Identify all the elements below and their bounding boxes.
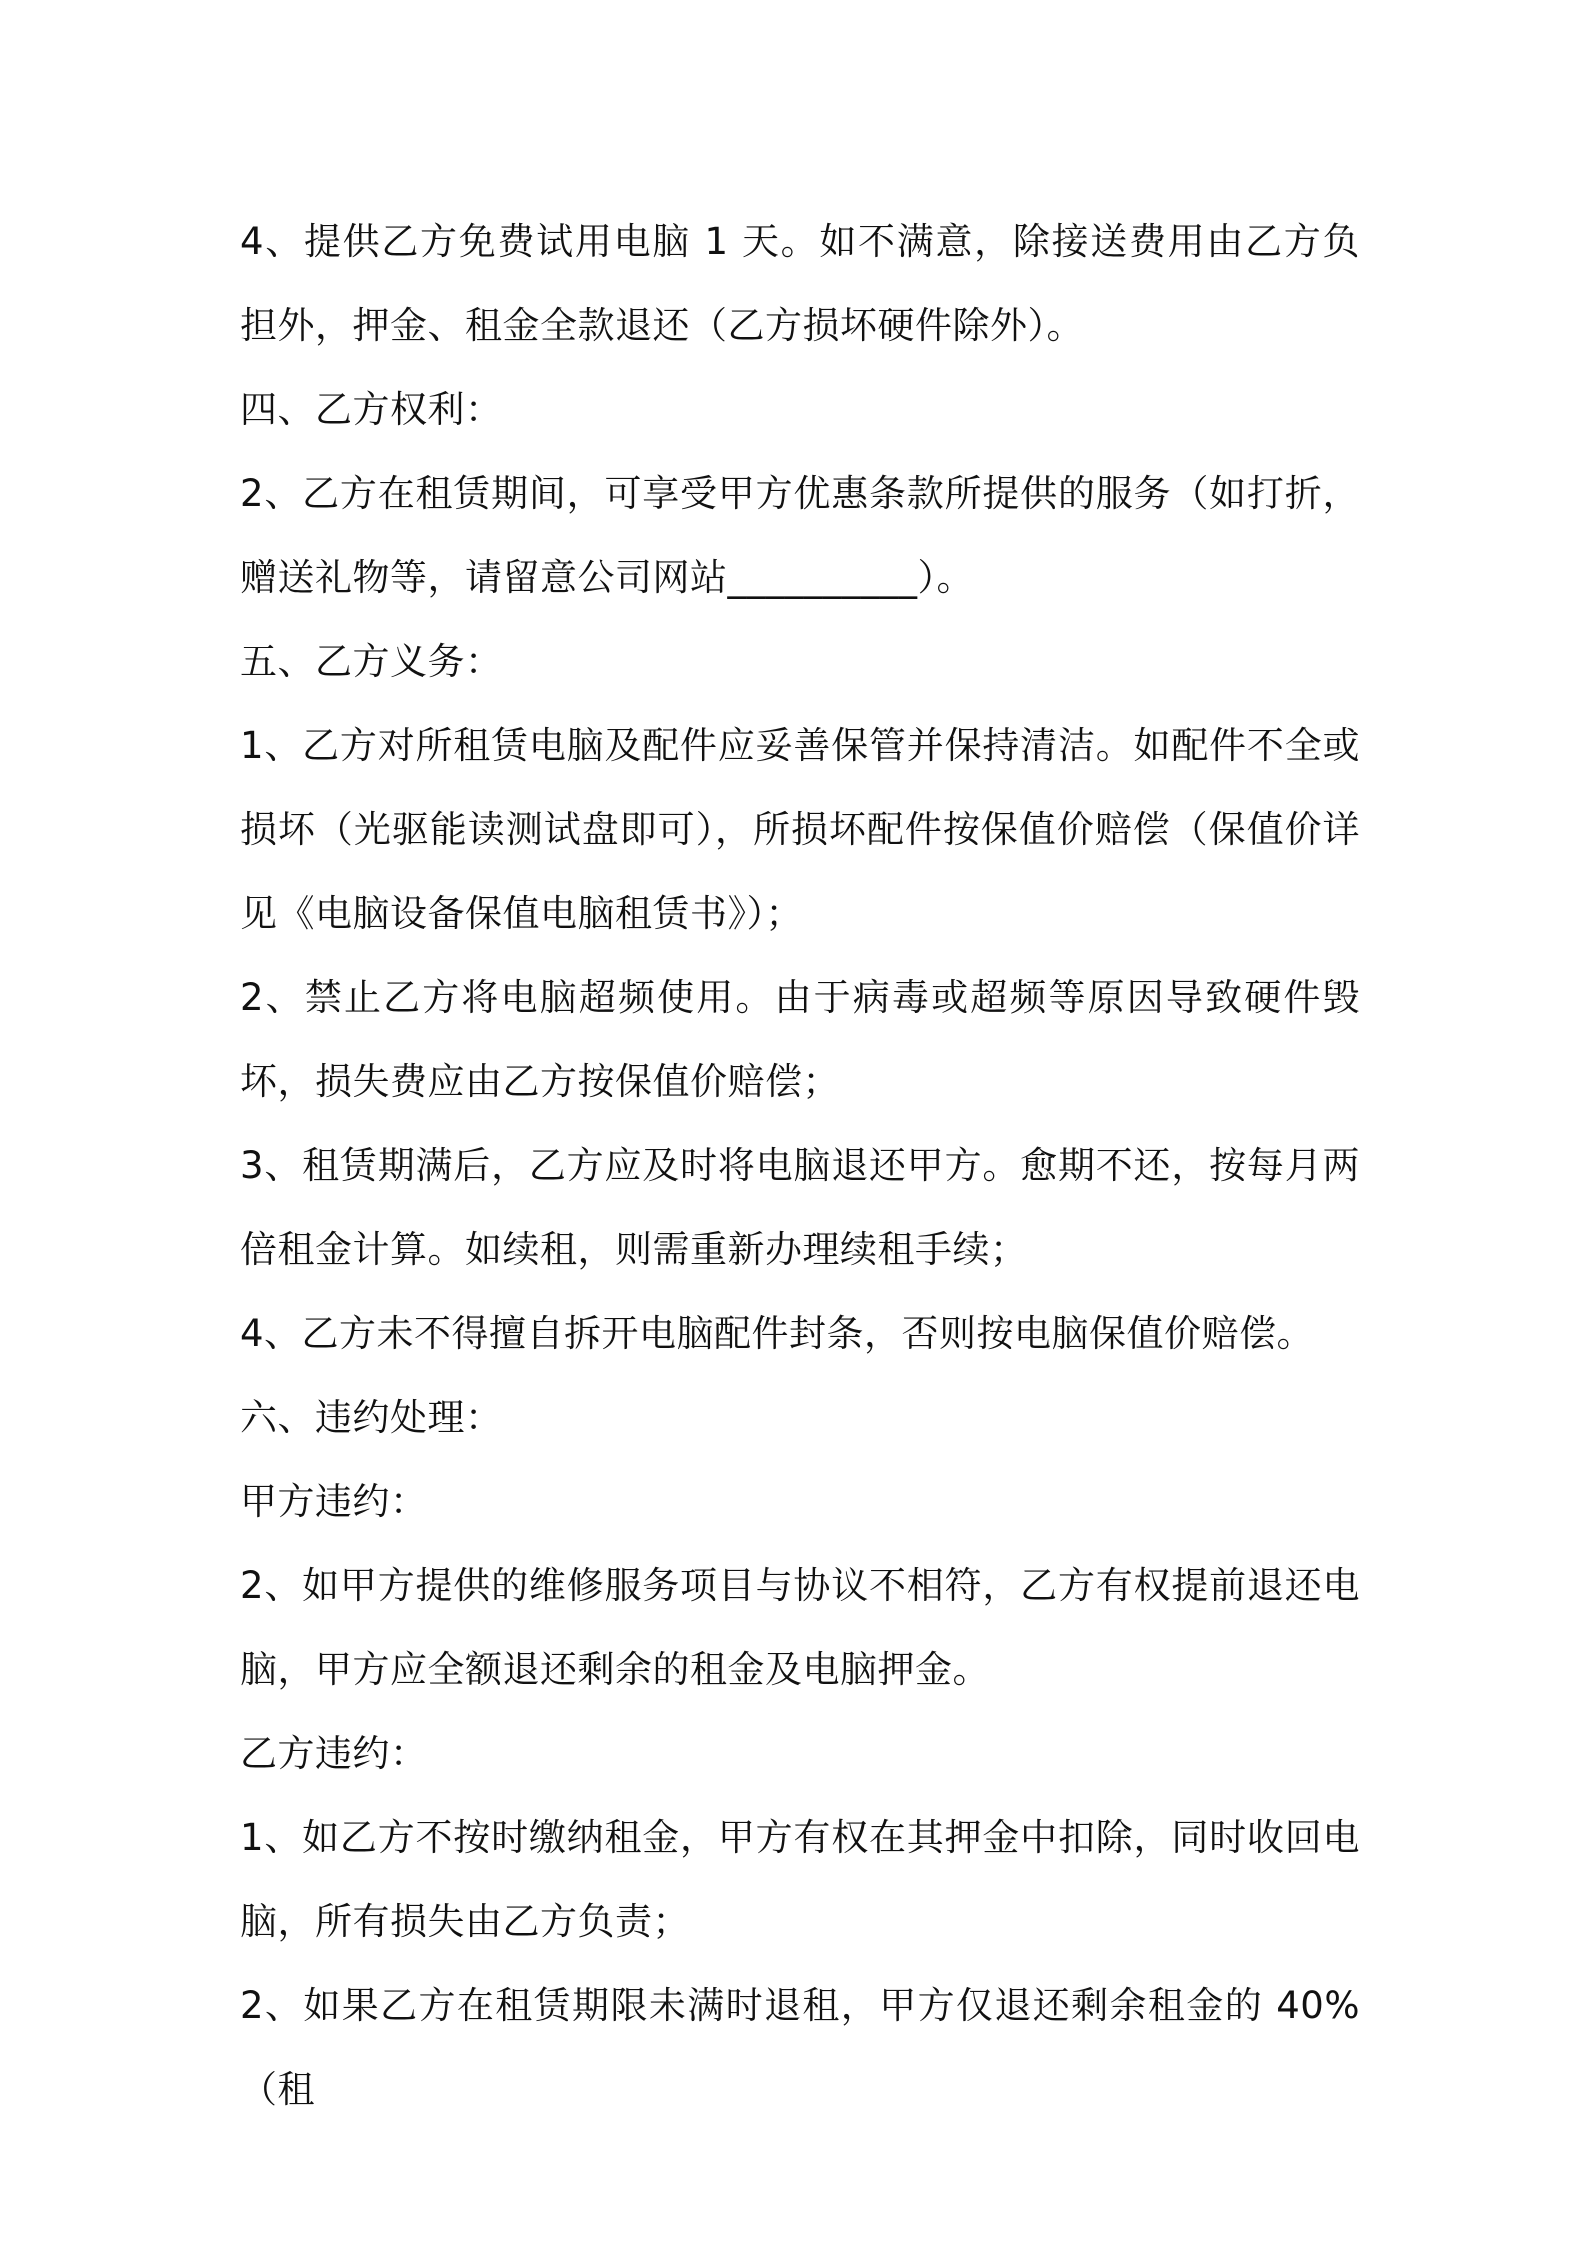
duty-clause-2: 2、禁止乙方将电脑超频使用。由于病毒或超频等原因导致硬件毁坏，损失费应由乙方按保值价赔偿； [240, 976, 1360, 1103]
party-a-breach-clause-2: 2、如甲方提供的维修服务项目与协议不相符，乙方有权提前退还电脑，甲方应全额退还剩余的租金及电脑押金。 [240, 1564, 1360, 1691]
duty-clause-4: 4、乙方未不得擅自拆开电脑配件封条，否则按电脑保值价赔偿。 [240, 1312, 1315, 1355]
duty-clause-3: 3、租赁期满后，乙方应及时将电脑退还甲方。愈期不还，按每月两倍租金计算。如续租，则需重新办理续租手续； [240, 1144, 1360, 1271]
party-b-breach-title: 乙方违约： [240, 1732, 428, 1775]
party-a-breach-title: 甲方违约： [240, 1480, 428, 1523]
party-b-breach-clause-1: 1、如乙方不按时缴纳租金，甲方有权在其押金中扣除，同时收回电脑，所有损失由乙方负责； [240, 1816, 1360, 1943]
clause-4-free-trial: 4、提供乙方免费试用电脑 1 天。如不满意，除接送费用由乙方负担外，押金、租金全款退还（乙方损坏硬件除外）。 [240, 220, 1360, 347]
section-5-title: 五、乙方义务： [240, 640, 503, 683]
duty-clause-1: 1、乙方对所租赁电脑及配件应妥善保管并保持清洁。如配件不全或损坏（光驱能读测试盘即可），所损坏配件按保值价赔偿（保值价详见《电脑设备保值电脑租赁书》）； [240, 724, 1360, 935]
rights-clause-2: 2、乙方在租赁期间，可享受甲方优惠条款所提供的服务（如打折，赠送礼物等，请留意公司网站__________）。 [240, 472, 1360, 599]
section-6-title: 六、违约处理： [240, 1396, 503, 1439]
section-4-title: 四、乙方权利： [240, 388, 503, 431]
document-body [240, 200, 1360, 2132]
party-b-breach-clause-2: 2、如果乙方在租赁期限未满时退租，甲方仅退还剩余租金的 40%（租 [240, 1984, 1360, 2111]
